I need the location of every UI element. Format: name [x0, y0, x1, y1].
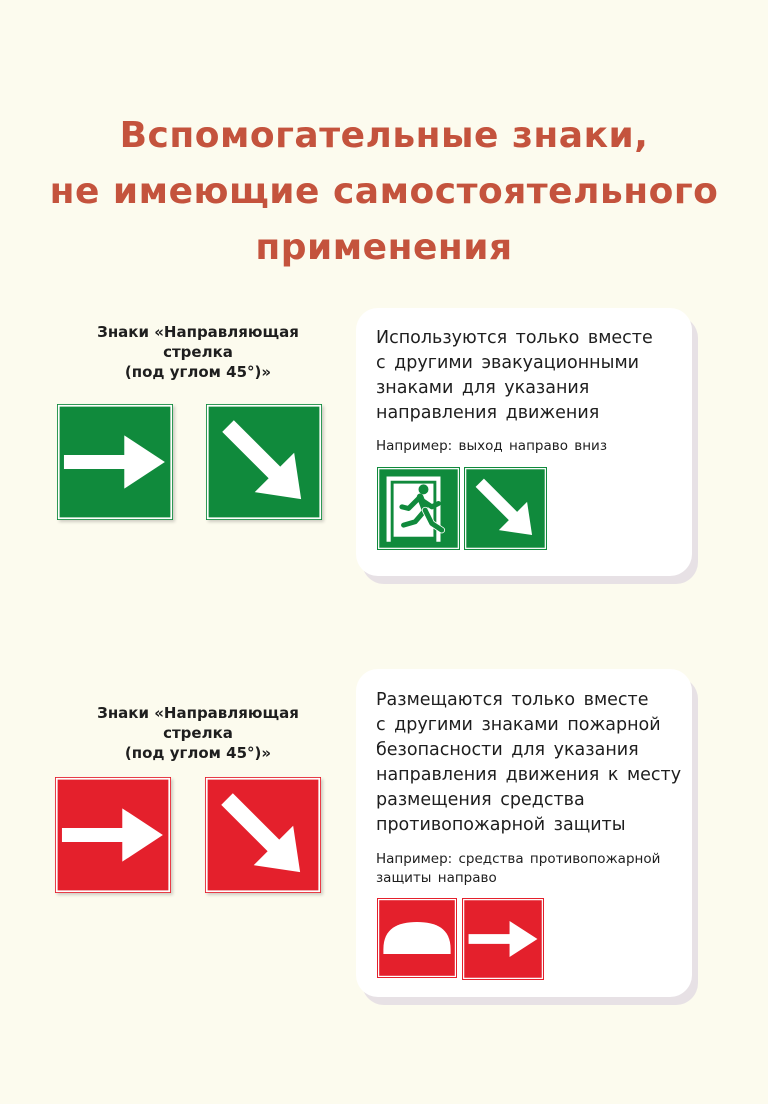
example-green-arrow-sign: [464, 467, 547, 550]
emergency-exit-running-man-icon: [377, 467, 460, 550]
title-line: Вспомогательные знаки,: [119, 115, 649, 156]
emergency-exit-sign: [377, 467, 460, 550]
red-arrow-right-sign: [55, 777, 171, 893]
green-arrow-down-right-sign: [206, 404, 322, 520]
arrow-right-icon: [57, 404, 173, 520]
page-title: [0, 108, 768, 276]
evacuation-caption: Знаки «Направляющая стрелка (под углом 45°)»: [97, 323, 299, 381]
title-line: не имеющие самостоятельного: [49, 171, 719, 212]
example-red-arrow-sign: [462, 898, 544, 980]
fire-description: Размещаются только вместе с другими знаками пожарной безопасности для указания направления движения к месту размещения средства противопожарной защиты: [376, 690, 682, 835]
arrow-right-icon: [462, 898, 544, 980]
arrow-down-right-icon: [206, 404, 322, 520]
fire-protection-sign: [377, 898, 457, 978]
red-arrow-down-right-sign: [205, 777, 321, 893]
title-line: применения: [255, 227, 513, 268]
evacuation-description: Используются только вместе с другими эвакуационными знаками для указания направления движения: [376, 328, 653, 423]
evacuation-example-text: Например: выход направо вниз: [376, 438, 607, 454]
arrow-down-right-icon: [205, 777, 321, 893]
arrow-down-right-icon: [464, 467, 547, 550]
fire-example-text: Например: средства противопожарной защиты направо: [376, 851, 661, 886]
fire-caption: Знаки «Направляющая стрелка (под углом 45°)»: [97, 704, 299, 762]
green-arrow-right-sign: [57, 404, 173, 520]
fire-protection-dome-icon: [377, 898, 457, 978]
arrow-right-icon: [55, 777, 171, 893]
